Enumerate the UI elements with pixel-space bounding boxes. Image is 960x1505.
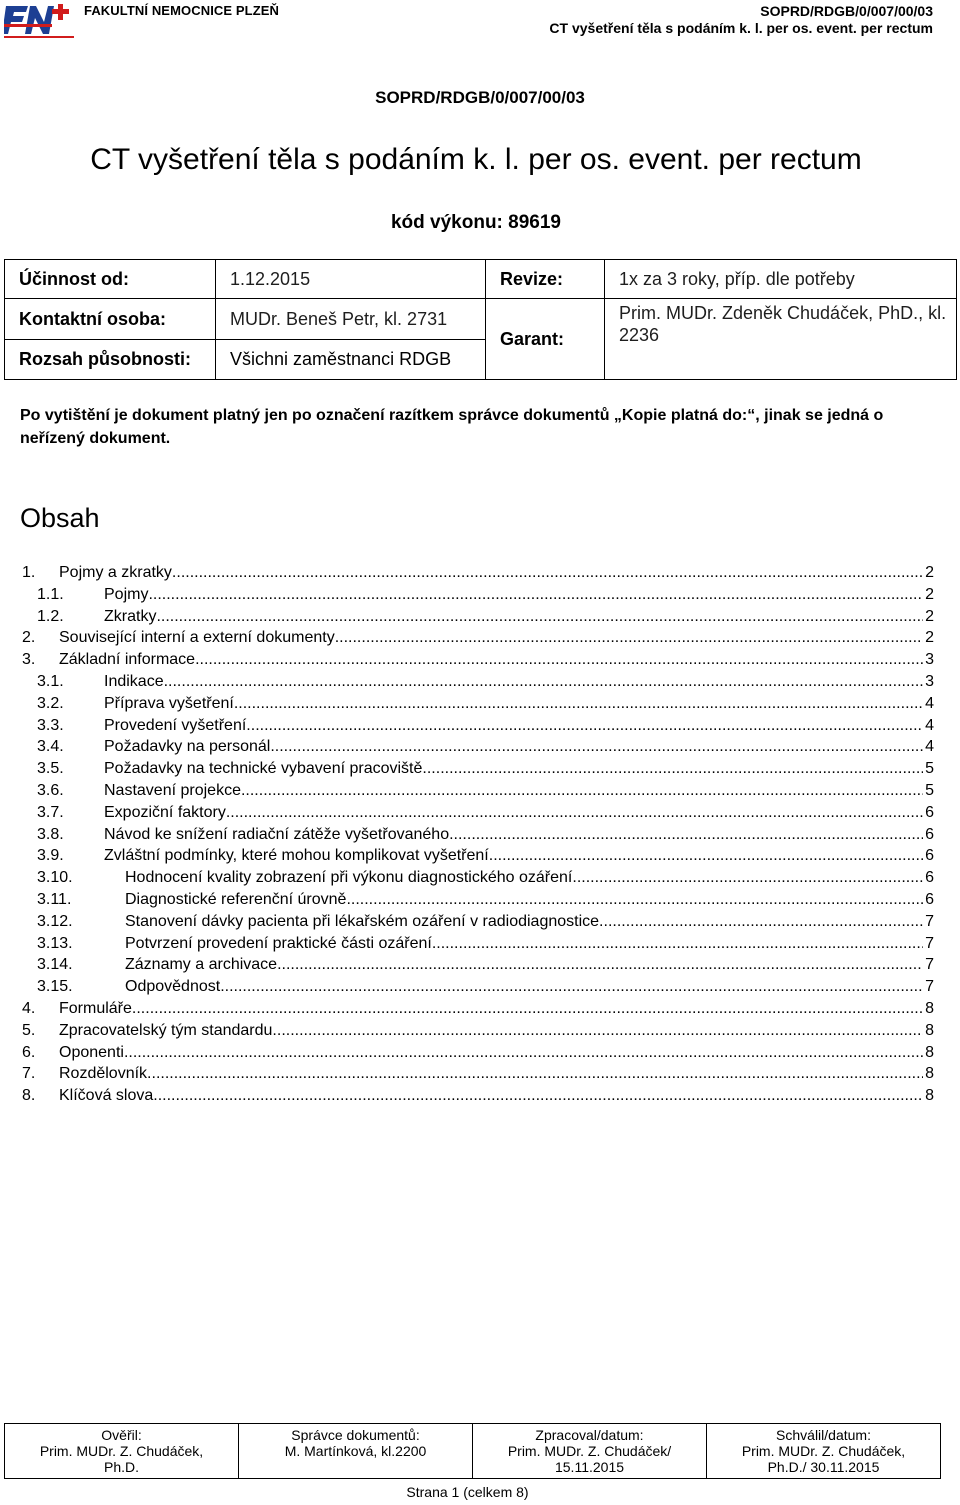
- toc-item-number: 6.: [22, 1043, 36, 1061]
- verified-cell: [5, 1424, 239, 1479]
- toc-item-page: 3: [925, 651, 934, 669]
- toc-item-number: 3.9.: [37, 847, 64, 865]
- toc-item[interactable]: [22, 780, 934, 802]
- toc-leader-dots: [277, 954, 923, 976]
- toc-leader-dots: [147, 1063, 923, 1085]
- toc-item-number: 3.6.: [37, 781, 64, 799]
- logo-fn-letters: [4, 4, 69, 34]
- toc-item-number: 3.7.: [37, 803, 64, 821]
- toc-leader-dots: [172, 562, 923, 584]
- toc-item-number: 7.: [22, 1065, 36, 1083]
- toc-item-page: 2: [925, 564, 934, 581]
- document-code: SOPRD/RDGB/0/007/00/03: [375, 88, 585, 107]
- toc-item-page: 7: [925, 934, 934, 952]
- toc-leader-dots: [449, 824, 923, 846]
- approved-date: Ph.D./ 30.11.2015: [767, 1459, 880, 1475]
- toc-item-title: Odpovědnost: [125, 978, 221, 996]
- document-title: CT vyšetření těla s podáním k. l. per os. event. per rectum: [90, 143, 862, 176]
- prepared-name: Prim. MUDr. Z. Chudáček/: [507, 1443, 672, 1459]
- toc-item-number: 5.: [22, 1021, 36, 1039]
- toc-item-title: Pojmy a zkratky: [59, 564, 172, 581]
- toc-item-number: 3.11.: [37, 890, 72, 908]
- toc-leader-dots: [241, 780, 923, 802]
- toc-item[interactable]: [22, 998, 934, 1020]
- toc-item-page: 5: [925, 781, 934, 799]
- toc-item-page: 2: [925, 629, 934, 647]
- verified-degree: Ph.D.: [103, 1459, 139, 1475]
- toc-leader-dots: [156, 606, 923, 628]
- toc-item-title: Expoziční faktory: [104, 803, 226, 821]
- toc-leader-dots: [489, 845, 923, 867]
- validity-notice: Po vytištění je dokument platný jen po označení razítkem správce dokumentů „Kopie platná do:“, jinak se jedná o neřízený dokument.: [20, 407, 884, 447]
- toc-item[interactable]: [22, 867, 934, 889]
- toc-item[interactable]: [22, 649, 934, 671]
- toc-item-title: Související interní a externí dokumenty: [59, 629, 335, 647]
- toc-item[interactable]: [22, 562, 934, 584]
- toc-item-page: 4: [925, 738, 934, 756]
- toc-item[interactable]: [22, 845, 934, 867]
- toc-item[interactable]: [22, 1020, 934, 1042]
- toc-item-number: 4.: [22, 999, 36, 1017]
- toc-item[interactable]: [22, 824, 934, 846]
- toc-item-title: Zkratky: [104, 607, 157, 625]
- toc-item-title: Požadavky na personál: [104, 738, 271, 756]
- toc-item[interactable]: [22, 1085, 934, 1107]
- doc-admin-label: Správce dokumentů:: [291, 1427, 420, 1443]
- toc-heading: Obsah: [20, 503, 100, 533]
- approved-cell: [707, 1424, 941, 1479]
- approved-label: Schválil/datum:: [776, 1427, 871, 1443]
- header-doc-code: SOPRD/RDGB/0/007/00/03: [760, 3, 933, 19]
- toc-item-number: 8.: [22, 1087, 36, 1105]
- contact-value: MUDr. Beneš Petr, kl. 2731: [216, 299, 486, 340]
- toc-leader-dots: [148, 584, 923, 606]
- contact-label: Kontaktní osoba:: [5, 299, 216, 340]
- toc-item-title: Požadavky na technické vybavení pracoviště: [104, 760, 423, 778]
- toc-item[interactable]: [22, 889, 934, 911]
- toc-item-page: 6: [925, 869, 934, 887]
- toc-item-title: Zpracovatelský tým standardu: [59, 1021, 273, 1039]
- toc-item-title: Rozdělovník: [59, 1065, 148, 1083]
- toc-item-title: Záznamy a archivace: [125, 956, 278, 974]
- toc-item-number: 3.10.: [37, 869, 73, 887]
- toc-item-number: 3.5.: [37, 760, 64, 778]
- header-doc-title: CT vyšetření těla s podáním k. l. per os. event. per rectum: [549, 20, 933, 36]
- toc-item-number: 3.14.: [37, 956, 73, 974]
- revision-value: 1x za 3 roky, příp. dle potřeby: [605, 260, 957, 299]
- toc-item-title: Klíčová slova: [59, 1087, 154, 1105]
- prepared-cell: [473, 1424, 707, 1479]
- toc-item-page: 2: [925, 607, 934, 625]
- toc-item-number: 1.1.: [37, 585, 64, 603]
- toc-item-page: 8: [925, 999, 934, 1017]
- toc-leader-dots: [226, 802, 923, 824]
- toc-item[interactable]: [22, 1042, 934, 1064]
- signature-table: [4, 1423, 941, 1479]
- toc-item-title: Hodnocení kvality zobrazení při výkonu diagnostického ozáření: [125, 869, 573, 887]
- toc-item-title: Nastavení projekce: [104, 781, 241, 799]
- toc-leader-dots: [220, 976, 923, 998]
- toc-item[interactable]: [22, 715, 934, 737]
- toc-item-number: 1.: [22, 564, 36, 581]
- verified-label: Ověřil:: [101, 1427, 142, 1443]
- prepared-label: Zpracoval/datum:: [535, 1427, 644, 1443]
- toc-item-number: 3.12.: [37, 912, 73, 930]
- toc-leader-dots: [124, 1042, 923, 1064]
- page-footer: Strana 1 (celkem 8): [406, 1484, 529, 1500]
- toc-leader-dots: [272, 1020, 923, 1042]
- hospital-logo: [4, 2, 78, 40]
- toc-item[interactable]: [22, 736, 934, 758]
- doc-admin-cell: [239, 1424, 473, 1479]
- toc-leader-dots: [132, 998, 923, 1020]
- toc-item-title: Potvrzení provedení praktické části ozáření: [125, 934, 432, 952]
- toc-item-page: 2: [925, 585, 934, 603]
- toc-item-page: 6: [925, 803, 934, 821]
- toc-item-page: 5: [925, 760, 934, 778]
- toc-item[interactable]: [22, 606, 934, 628]
- logo-underline: [4, 36, 74, 38]
- toc-item[interactable]: [22, 911, 934, 933]
- toc-item-page: 3: [925, 672, 934, 690]
- toc-item-title: Oponenti: [59, 1043, 124, 1061]
- toc-item-number: 3.1.: [37, 672, 64, 690]
- toc-item[interactable]: [22, 933, 934, 955]
- guarantor-value: Prim. MUDr. Zdeněk Chudáček, PhD., kl. 2236: [605, 299, 957, 380]
- toc-item-page: 8: [925, 1065, 934, 1083]
- info-table: [4, 259, 957, 380]
- prepared-date: 15.11.2015: [554, 1459, 625, 1475]
- toc-leader-dots: [195, 649, 923, 671]
- toc-item-page: 8: [925, 1043, 934, 1061]
- toc-item-number: 3.4.: [37, 738, 64, 756]
- toc-item[interactable]: [22, 584, 934, 606]
- toc-item-number: 1.2.: [37, 607, 64, 625]
- doc-admin-name: M. Martínková, kl.2200: [284, 1443, 427, 1459]
- toc-leader-dots: [270, 736, 923, 758]
- toc-item[interactable]: [22, 1063, 934, 1085]
- toc-item-title: Formuláře: [59, 999, 132, 1017]
- toc-item-number: 3.8.: [37, 825, 64, 843]
- toc-item[interactable]: [22, 954, 934, 976]
- toc-item-title: Základní informace: [59, 651, 196, 669]
- toc-item-page: 7: [925, 978, 934, 996]
- revision-label: Revize:: [486, 260, 605, 299]
- toc-leader-dots: [335, 627, 923, 649]
- toc-item-page: 6: [925, 890, 934, 908]
- toc-leader-dots: [432, 933, 923, 955]
- toc-item-page: 6: [925, 825, 934, 843]
- toc-leader-dots: [346, 889, 923, 911]
- toc-leader-dots: [599, 911, 923, 933]
- toc-item-page: 7: [925, 912, 934, 930]
- toc-item-number: 2.: [22, 629, 36, 647]
- toc-item-title: Indikace: [104, 672, 164, 690]
- toc-item-page: 8: [925, 1087, 934, 1105]
- guarantor-label: Garant:: [486, 299, 605, 380]
- toc-leader-dots: [246, 715, 923, 737]
- toc-item[interactable]: [22, 671, 934, 693]
- scope-label: Rozsah působnosti:: [5, 340, 216, 380]
- procedure-code: kód výkonu: 89619: [390, 212, 562, 233]
- scope-value: Všichni zaměstnanci RDGB: [216, 340, 486, 380]
- toc-item-title: Zvláštní podmínky, které mohou komplikovat vyšetření: [104, 847, 489, 865]
- toc-item-title: Návod ke snížení radiační zátěže vyšetřovaného: [104, 825, 450, 843]
- toc-item-page: 6: [925, 847, 934, 865]
- toc-item-page: 8: [925, 1021, 934, 1039]
- toc-item-title: Diagnostické referenční úrovně: [125, 890, 347, 908]
- toc-item-number: 3.3.: [37, 716, 64, 734]
- toc-leader-dots: [153, 1085, 923, 1107]
- toc-item-title: Příprava vyšetření: [104, 694, 234, 712]
- hospital-name: FAKULTNÍ NEMOCNICE PLZEŇ: [84, 3, 279, 18]
- toc-item-page: 4: [925, 694, 934, 712]
- toc-leader-dots: [572, 867, 923, 889]
- toc-item[interactable]: [22, 802, 934, 824]
- toc-leader-dots: [422, 758, 923, 780]
- verified-name: Prim. MUDr. Z. Chudáček,: [39, 1443, 204, 1459]
- toc-item-number: 3.13.: [37, 934, 73, 952]
- toc-item[interactable]: [22, 758, 934, 780]
- toc-item-number: 3.: [22, 651, 36, 669]
- toc-item-number: 3.15.: [37, 978, 73, 996]
- toc-item-page: 7: [925, 956, 934, 974]
- toc-item-number: 3.2.: [37, 694, 64, 712]
- toc-item[interactable]: [22, 976, 934, 998]
- toc-item[interactable]: [22, 693, 934, 715]
- toc-item[interactable]: [22, 627, 934, 649]
- table-of-contents: [22, 562, 934, 1107]
- approved-name: Prim. MUDr. Z. Chudáček,: [741, 1443, 906, 1459]
- toc-item-title: Pojmy: [104, 585, 149, 603]
- toc-leader-dots: [234, 693, 923, 715]
- effective-label: Účinnost od:: [5, 260, 216, 299]
- toc-item-page: 4: [925, 716, 934, 734]
- effective-value: 1.12.2015: [216, 260, 486, 299]
- toc-item-title: Provedení vyšetření: [104, 716, 247, 734]
- toc-item-title: Stanovení dávky pacienta při lékařském ozáření v radiodiagnostice: [125, 912, 600, 930]
- toc-leader-dots: [164, 671, 924, 693]
